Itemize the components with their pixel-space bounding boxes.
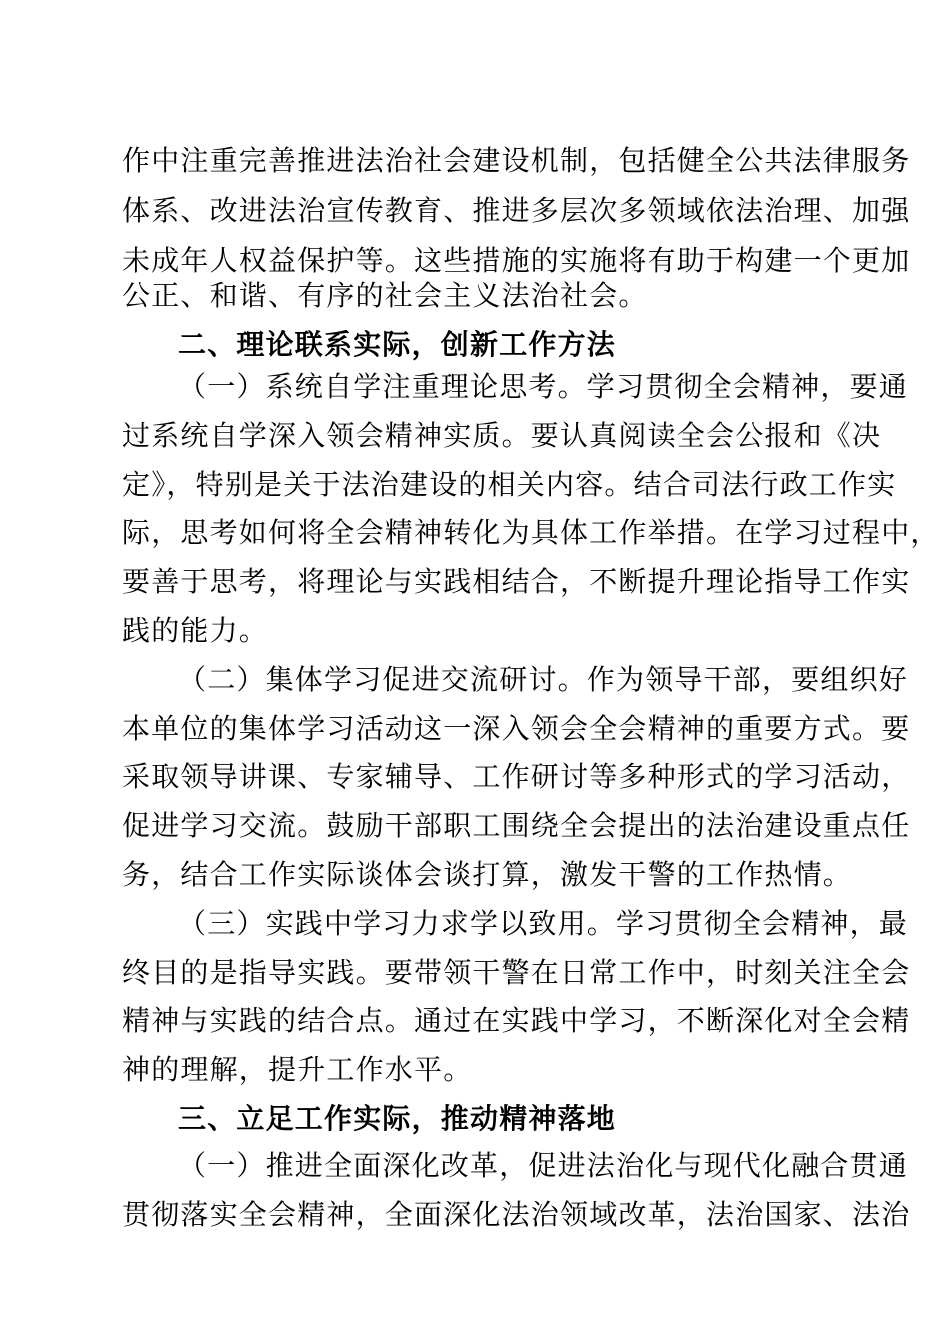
body-text-line: 定》，特别是关于法治建设的相关内容。结合司法行政工作实 bbox=[122, 468, 897, 501]
body-text-line: 精神与实践的结合点。通过在实践中学习，不断深化对全会精 bbox=[122, 1004, 911, 1037]
body-text-line: 体系、改进法治宣传教育、推进多层次多领域依法治理、加强 bbox=[122, 194, 911, 227]
body-text-line: 务，结合工作实际谈体会谈打算，激发干警的工作热情。 bbox=[122, 858, 853, 891]
subsection-paragraph-start: （一）推进全面深化改革，促进法治化与现代化融合贯通 bbox=[178, 1149, 909, 1182]
body-text-line: 未成年人权益保护等。这些措施的实施将有助于构建一个更加 bbox=[122, 244, 911, 277]
body-text-line: 作中注重完善推进法治社会建设机制，包括健全公共法律服务 bbox=[122, 144, 911, 177]
body-text-line: 贯彻落实全会精神，全面深化法治领域改革，法治国家、法治 bbox=[122, 1198, 911, 1231]
body-text-line: 要善于思考，将理论与实践相结合，不断提升理论指导工作实 bbox=[122, 565, 911, 598]
subsection-paragraph-start: （三）实践中学习力求学以致用。学习贯彻全会精神，最 bbox=[178, 907, 909, 940]
section-heading-3: 三、立足工作实际，推动精神落地 bbox=[178, 1102, 617, 1135]
subsection-paragraph-start: （一）系统自学注重理论思考。学习贯彻全会精神，要通 bbox=[178, 370, 909, 403]
body-text-line: 过系统自学深入领会精神实质。要认真阅读全会公报和《决 bbox=[122, 419, 882, 452]
section-heading-2: 二、理论联系实际，创新工作方法 bbox=[178, 328, 617, 361]
body-text-line: 公正、和谐、有序的社会主义法治社会。 bbox=[122, 279, 648, 312]
body-text-line: 促进学习交流。鼓励干部职工围绕全会提出的法治建设重点任 bbox=[122, 809, 911, 842]
body-text-line: 本单位的集体学习活动这一深入领会全会精神的重要方式。要 bbox=[122, 712, 911, 745]
body-text-line: 终目的是指导实践。要带领干警在日常工作中，时刻关注全会 bbox=[122, 956, 911, 989]
body-text-line: 际，思考如何将全会精神转化为具体工作举措。在学习过程中， bbox=[122, 516, 940, 549]
body-text-line: 神的理解，提升工作水平。 bbox=[122, 1053, 473, 1086]
body-text-line: 采取领导讲课、专家辅导、工作研讨等多种形式的学习活动， bbox=[122, 760, 911, 793]
subsection-paragraph-start: （二）集体学习促进交流研讨。作为领导干部，要组织好 bbox=[178, 663, 909, 696]
body-text-line: 践的能力。 bbox=[122, 614, 269, 647]
